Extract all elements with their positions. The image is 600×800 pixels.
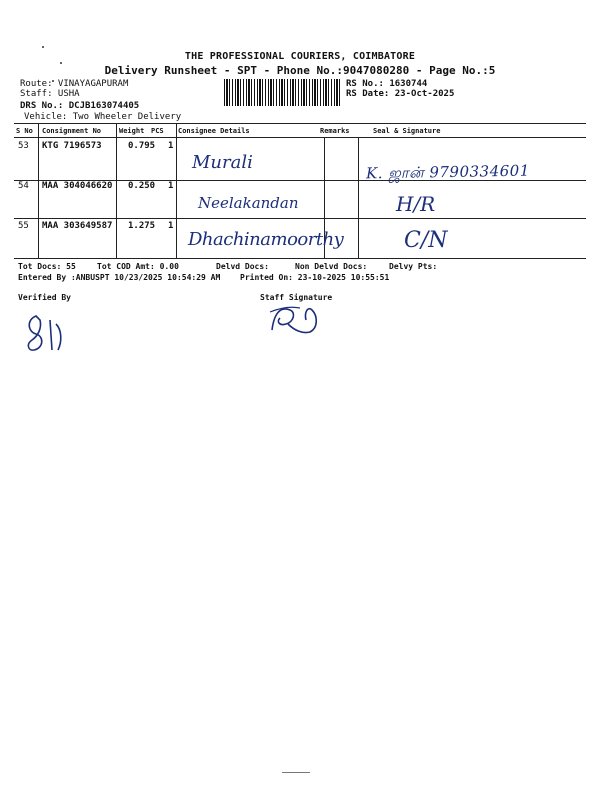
row-pcs: 1 [168, 221, 174, 231]
non-delivered-docs: Non Delvd Docs: [295, 262, 368, 271]
table-rule [14, 258, 586, 259]
header-consignment: Consignment No [42, 127, 102, 135]
total-docs: Tot Docs: 55 [18, 262, 76, 271]
column-divider [38, 123, 39, 258]
verified-by-label: Verified By [18, 293, 71, 302]
row-pcs: 1 [168, 141, 174, 151]
row-sno: 53 [18, 141, 29, 151]
handwritten-seal: K. ஜான் 9790334601 [365, 161, 530, 183]
header-remarks: Remarks [320, 127, 350, 135]
rs-number: RS No.: 1630744 [346, 79, 428, 89]
delivered-docs: Delvd Docs: [216, 262, 269, 271]
column-divider [116, 123, 117, 258]
company-title: THE PROFESSIONAL COURIERS, COIMBATORE [184, 51, 416, 62]
row-consignment: MAA 304046620 [42, 181, 113, 191]
staff-signature-label: Staff Signature [260, 293, 333, 302]
total-cod-amount: Tot COD Amt: 0.00 [97, 262, 179, 271]
delivery-points: Delvy Pts: [389, 262, 438, 271]
handwritten-consignee: Neelakandan [198, 194, 299, 212]
row-consignment: KTG 7196573 [42, 141, 102, 151]
handwritten-consignee: Murali [192, 152, 253, 173]
verifier-signature-image [22, 310, 66, 356]
row-weight: 0.250 [128, 181, 156, 191]
handwritten-consignee: Dhachinamoorthy [188, 229, 344, 250]
row-sno: 54 [18, 181, 29, 191]
table-rule [14, 137, 586, 138]
rs-date: RS Date: 23-Oct-2025 [346, 89, 455, 99]
header-pcs: PCS [151, 127, 164, 135]
printed-on: Printed On: 23-10-2025 10:55:51 [240, 273, 390, 282]
column-divider [176, 123, 177, 258]
runsheet-subtitle: Delivery Runsheet - SPT - Phone No.:9047080280 - Page No.:5 [104, 64, 496, 77]
handwritten-seal: H/R [396, 192, 436, 216]
handwritten-seal: C/N [404, 228, 448, 253]
header-seal: Seal & Signature [373, 127, 441, 135]
table-rule [14, 123, 586, 124]
drs-number: DRS No.: DCJB163074405 [20, 101, 140, 111]
row-weight: 0.795 [128, 141, 156, 151]
header-weight: Weight [119, 127, 145, 135]
entered-by: Entered By :ANBUSPT 10/23/2025 10:54:29 AM [18, 273, 221, 282]
row-consignment: MAA 303649587 [42, 221, 113, 231]
barcode-image [224, 79, 342, 106]
vehicle-label: Vehicle: Two Wheeler Delivery [24, 112, 182, 122]
staff-label: Staff: USHA [20, 89, 80, 99]
row-sno: 55 [18, 221, 29, 231]
row-weight: 1.275 [128, 221, 156, 231]
route-label: Route: VINAYAGAPURAM [20, 79, 129, 89]
staff-signature-image [266, 300, 324, 340]
table-rule [14, 218, 586, 219]
row-pcs: 1 [168, 181, 174, 191]
header-sno: S No [16, 127, 33, 135]
scan-speck [42, 46, 44, 48]
header-consignee: Consignee Details [178, 127, 250, 135]
column-divider [358, 137, 359, 258]
scan-mark [282, 772, 310, 773]
